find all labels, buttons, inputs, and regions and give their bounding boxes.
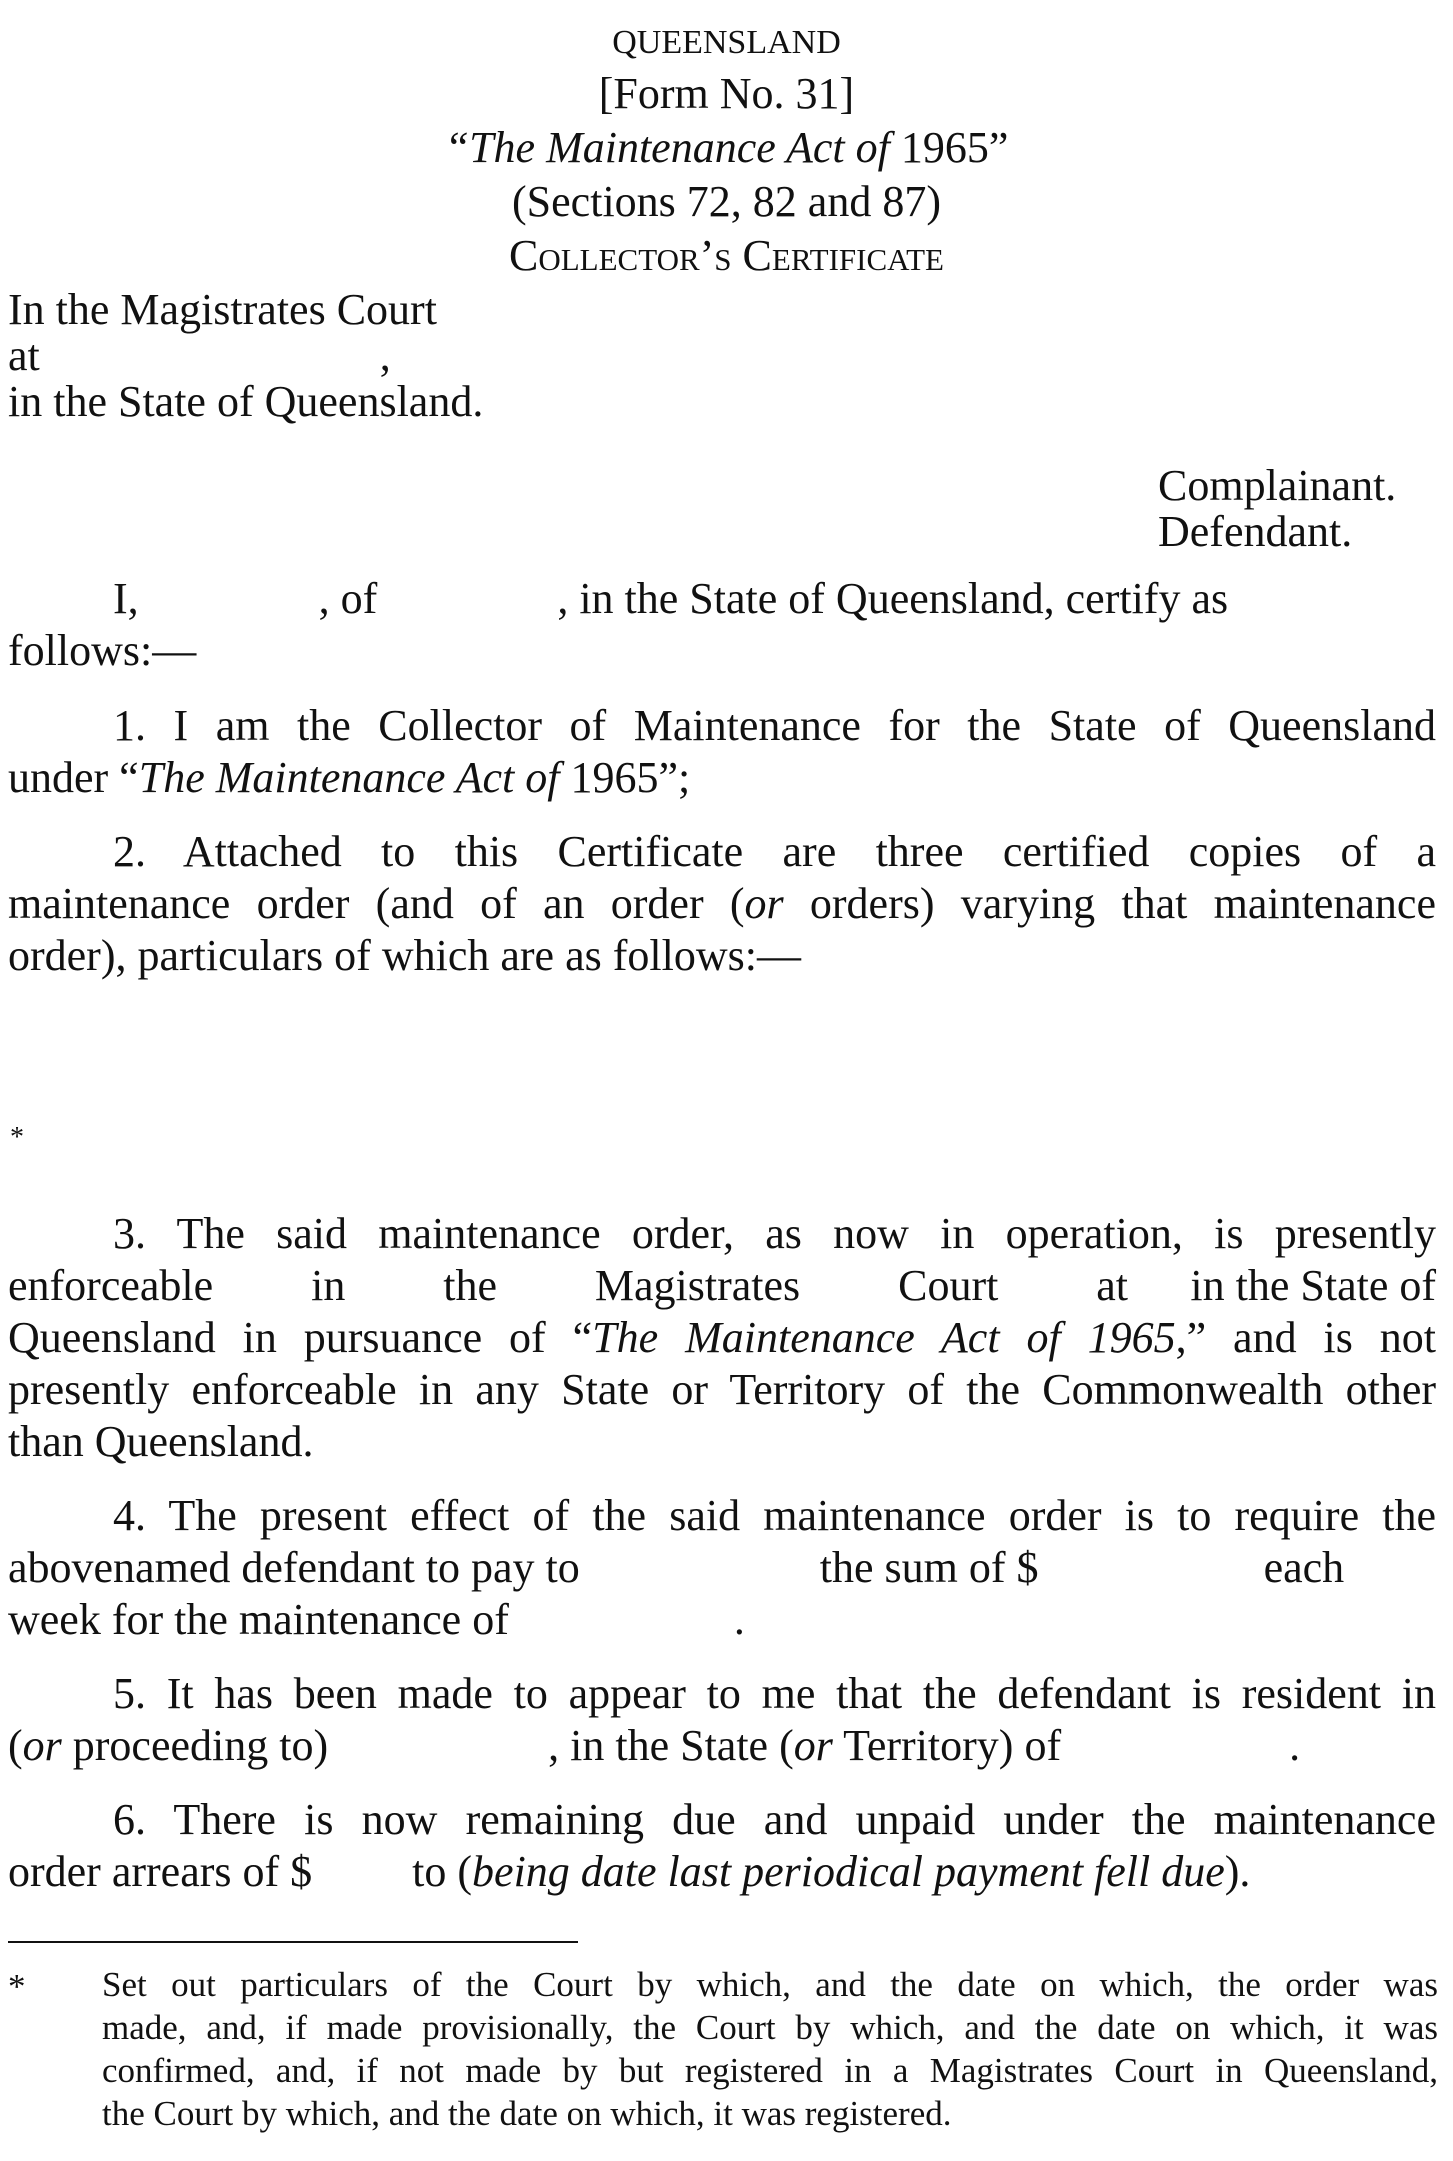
paragraph-3-line-3 (8, 1312, 1436, 1364)
p4-maintenance-text: week for the maintenance of (8, 1595, 509, 1644)
court-line-3: in the State of Queensland. (8, 377, 484, 426)
p4-period: . (733, 1595, 745, 1644)
p5-or-italic-2: or (793, 1721, 833, 1770)
defendant-label: Defendant. (1158, 507, 1353, 556)
paragraph-2-line-1: 2. Attached to this Certificate are three certified copies of a (113, 827, 1436, 876)
paragraph-5-line-2 (8, 1720, 1300, 1772)
paragraph-6-line-2 (8, 1846, 1250, 1898)
p2-or-italic: or (744, 879, 784, 928)
paragraph-1-line-2 (8, 752, 690, 804)
paragraph-2-line-3: order), particulars of which are as follows:— (8, 931, 801, 980)
intro-line-1 (8, 573, 1436, 625)
p4-sum-text: the sum of $ (819, 1543, 1039, 1592)
paragraph-4-line-3 (8, 1594, 745, 1646)
paragraph-5-line-1: 5. It has been made to appear to me that the defendant is resident in (113, 1669, 1436, 1718)
act-title-italic: “The Maintenance Act of (444, 123, 890, 172)
paragraph-1-line-1: 1. I am the Collector of Maintenance for the State of Queensland (113, 701, 1436, 750)
footnote-reference-marker: * (10, 1122, 24, 1153)
paragraph-4-line-2 (8, 1542, 1344, 1594)
p4-each-text: each (1263, 1543, 1345, 1592)
footnote-line-4: the Court by which, and the date on which, it was registered. (102, 2094, 952, 2133)
p5-proceeding-text: proceeding to) (61, 1721, 329, 1770)
paragraph-3-line-4: presently enforceable in any State or Territory of the Commonwealth other (8, 1365, 1436, 1414)
p6-date-italic: being date last periodical payment fell due (472, 1847, 1225, 1896)
p2-text-start: maintenance order (and of an order ( (8, 879, 745, 928)
paragraph-3-line-2 (8, 1260, 1436, 1312)
p5-period: . (1289, 1721, 1301, 1770)
p6-arrears-text: order arrears of $ (8, 1847, 313, 1896)
sections-reference: (Sections 72, 82 and 87) (512, 177, 941, 226)
act-title (0, 122, 1453, 174)
intro-of: , of (318, 574, 378, 623)
court-line-2 (8, 330, 391, 382)
p3-not-text: ,” and is not (1175, 1313, 1437, 1362)
form-number: [Form No. 31] (598, 69, 855, 118)
p5-open-paren: ( (8, 1721, 23, 1770)
certificate-title: Collector’s Certificate (509, 231, 944, 280)
p2-text-end: orders) varying that maintenance (783, 879, 1436, 928)
p1-text-end: 1965”; (559, 753, 691, 802)
footnote-marker: * (8, 1967, 26, 2006)
paragraph-4-line-1: 4. The present effect of the said maintenance order is to require the (113, 1491, 1436, 1540)
intro-rest: , in the State of Queensland, certify as (557, 574, 1229, 623)
p3-act-italic: The Maintenance Act of 1965 (592, 1313, 1176, 1362)
footnote-line-2: made, and, if made provisionally, the Court by which, and the date on which, it was (102, 2008, 1438, 2047)
act-title-year: 1965” (889, 123, 1009, 172)
paragraph-3-line-5: than Queensland. (8, 1417, 314, 1466)
jurisdiction-heading: QUEENSLAND (612, 24, 841, 61)
paragraph-2-line-2 (8, 878, 1436, 930)
intro-i: I, (113, 574, 139, 623)
p3-pursuance-text: Queensland in pursuance of “ (8, 1313, 593, 1362)
p5-state-text: , in the State ( (548, 1721, 794, 1770)
p1-text-start: under “ (8, 753, 139, 802)
court-at-comma: , (379, 331, 391, 380)
footnote-line-1: Set out particulars of the Court by which, and the date on which, the order was (102, 1965, 1438, 2004)
p1-act-italic: The Maintenance Act of (138, 753, 560, 802)
paragraph-3-line-1: 3. The said maintenance order, as now in operation, is presently (113, 1209, 1436, 1258)
p5-or-italic-1: or (22, 1721, 62, 1770)
p5-territory-text: Territory) of (832, 1721, 1062, 1770)
paragraph-6-line-1: 6. There is now remaining due and unpaid under the maintenance (113, 1795, 1436, 1844)
p6-close-text: ). (1224, 1847, 1251, 1896)
complainant-label: Complainant. (1158, 461, 1397, 510)
footnote-line-3: confirmed, and, if not made by but registered in a Magistrates Court in Queensland, (102, 2051, 1438, 2090)
p3-state-text: in the State of (1190, 1261, 1436, 1310)
p6-to-text: to ( (412, 1847, 473, 1896)
p3-court-text: enforceable in the Magistrates Court at (8, 1261, 1128, 1310)
p4-payee-text: abovenamed defendant to pay to (8, 1543, 580, 1592)
footnote-divider (8, 1941, 578, 1943)
intro-line-2: follows:— (8, 626, 197, 675)
court-at-label: at (8, 331, 40, 380)
court-line-1: In the Magistrates Court (8, 285, 437, 334)
